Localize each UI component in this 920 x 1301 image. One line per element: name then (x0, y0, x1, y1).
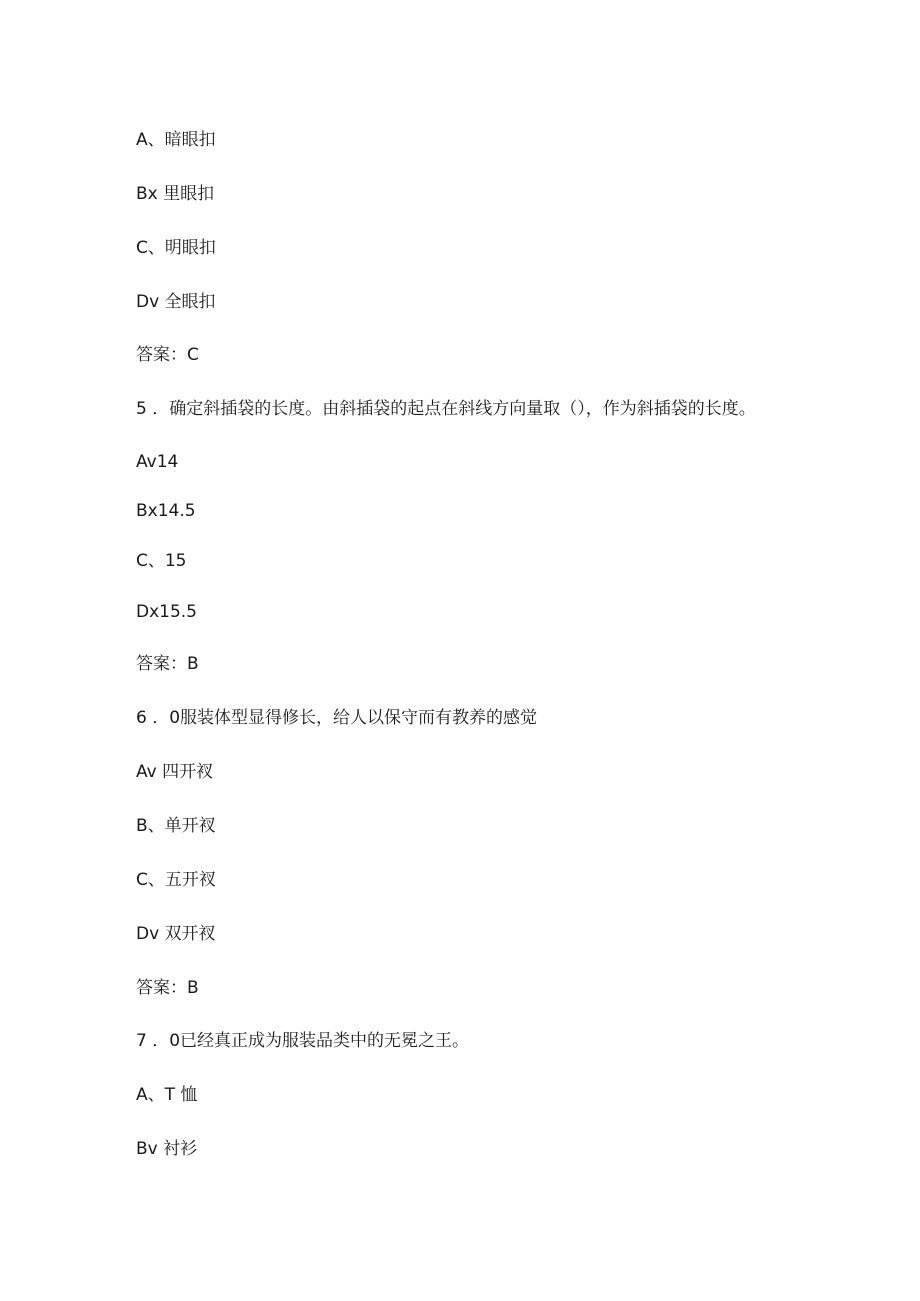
option-a: Av14 (136, 452, 179, 472)
option-c: C、明眼扣 (136, 238, 216, 258)
option-b: Bv 衬衫 (136, 1139, 198, 1159)
option-a: Av 四开衩 (136, 762, 214, 782)
option-c: C、15 (136, 551, 187, 571)
option-d: Dx15.5 (136, 602, 198, 622)
option-b: Bx 里眼扣 (136, 184, 215, 204)
answer: 答案：C (136, 345, 199, 365)
option-d: Dv 双开衩 (136, 924, 216, 944)
answer: 答案：B (136, 654, 199, 674)
answer: 答案：B (136, 978, 199, 998)
option-b: Bx14.5 (136, 501, 196, 521)
question-5: 5 ．确定斜插袋的长度。由斜插袋的起点在斜线方向量取（），作为斜插袋的长度。 (136, 399, 756, 419)
option-d: Dv 全眼扣 (136, 292, 216, 312)
question-7: 7 ．0已经真正成为服装品类中的无冕之王。 (136, 1031, 470, 1051)
option-b: B、单开衩 (136, 816, 216, 836)
option-a: A、T 恤 (136, 1085, 198, 1105)
option-a: A、暗眼扣 (136, 130, 216, 150)
question-6: 6 ．0服装体型显得修长，给人以保守而有教养的感觉 (136, 708, 538, 728)
option-c: C、五开衩 (136, 870, 216, 890)
